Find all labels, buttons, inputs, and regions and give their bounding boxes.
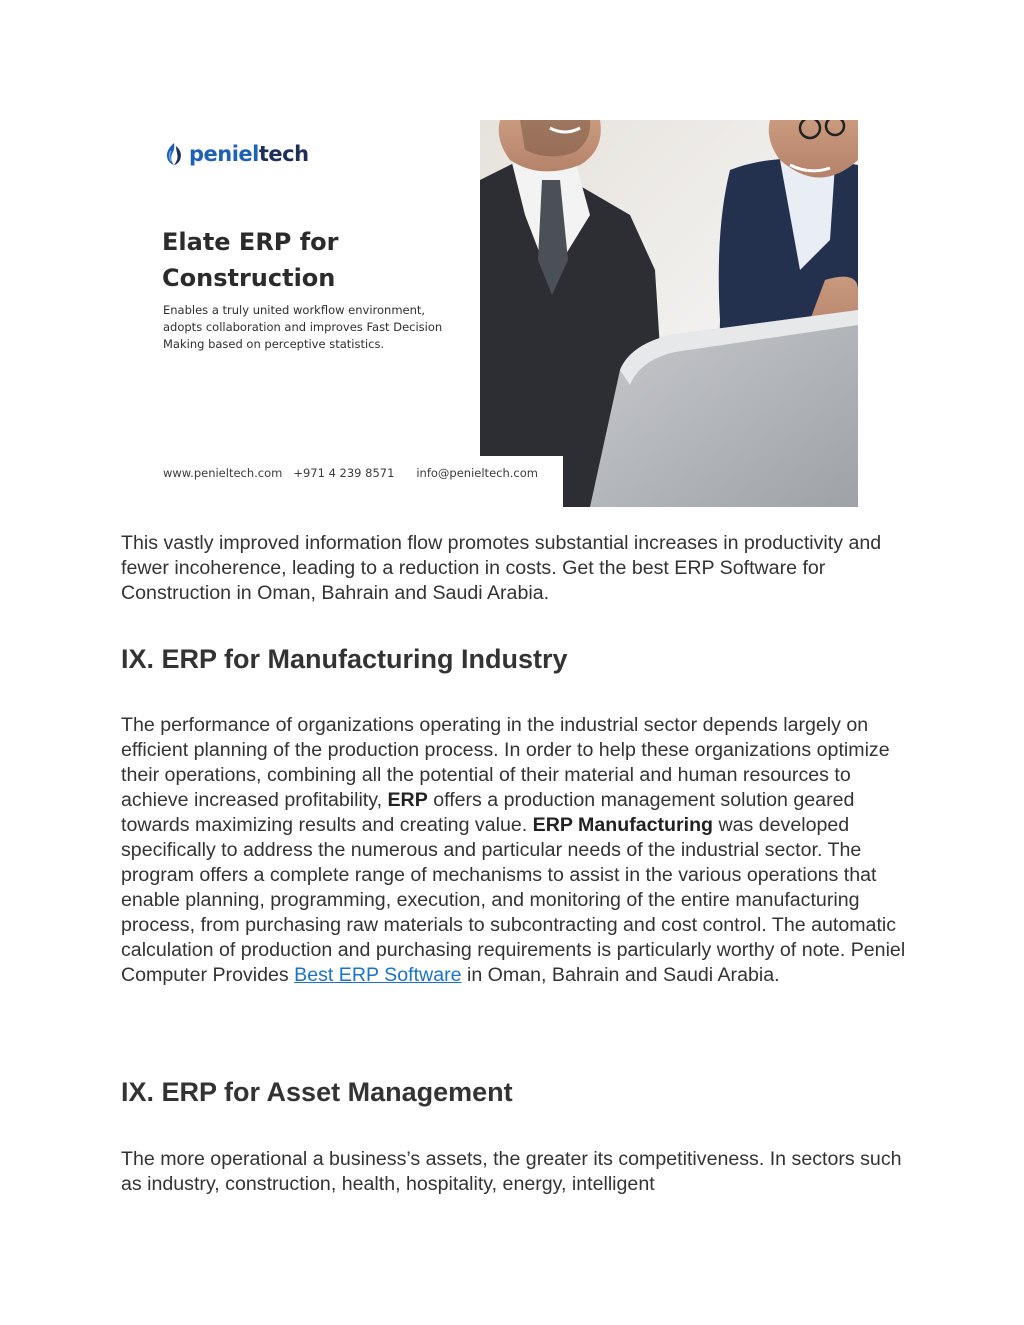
logo-wordmark-part2: tech — [258, 142, 309, 166]
banner-title — [162, 224, 462, 296]
banner-website: www.penieltech.com — [163, 466, 283, 480]
flame-swoosh-icon — [163, 142, 185, 166]
manufacturing-text-2: offers a production management solution geared towards maximizing results and creating value. — [121, 789, 855, 836]
heading-manufacturing: IX. ERP for Manufacturing Industry — [121, 644, 568, 674]
banner-contact-line — [163, 466, 538, 480]
best-erp-software-link[interactable]: Best ERP Software — [294, 964, 462, 986]
bold-erp-manufacturing: ERP Manufacturing — [532, 814, 714, 836]
banner-title-line2: Construction — [162, 264, 336, 292]
banner-description: Enables a truly united workflow environment, adopts collaboration and improves Fast Decision Making based on perceptive statistics. — [163, 303, 443, 351]
manufacturing-text-1: The performance of organizations operating in the industrial sector depends largely on efficient planning of the production process. In order to help these organizations optimize their operations, combining all the potential of their material and human resources to achieve increased profitability, — [121, 714, 890, 811]
banner-email: info@penieltech.com — [416, 466, 538, 480]
contact-strip — [121, 456, 563, 507]
penieltech-logo — [163, 142, 309, 166]
manufacturing-paragraph — [121, 713, 911, 988]
bold-erp: ERP — [387, 789, 428, 811]
banner-phone: +971 4 239 8571 — [293, 466, 395, 480]
asset-paragraph: The more operational a business’s assets, the greater its competitiveness. In sectors such as industry, construction, health, hospitality, energy, intelligent — [121, 1148, 902, 1195]
banner-title-line1: Elate ERP for — [162, 228, 339, 256]
business-meeting-photo — [480, 120, 858, 507]
promo-banner — [121, 120, 858, 507]
manufacturing-text-3: was developed specifically to address the numerous and particular needs of the industrial sector. The program offers a complete range of mechanisms to assist in the various operations that enable planning, programming, execution, and monitoring of the entire manufacturing process, from purchasing raw materials to subcontracting and cost control. The automatic calculation of production and purchasing requirements is particularly worthy of note. Peniel Computer Provides — [121, 814, 906, 986]
intro-paragraph: This vastly improved information flow promotes substantial increases in productivity and fewer incoherence, leading to a reduction in costs. Get the best ERP Software for Construction in Oman, Bahrain and Saudi Arabia. — [121, 532, 882, 604]
logo-wordmark-part1: peniel — [189, 142, 259, 166]
heading-asset-management: IX. ERP for Asset Management — [121, 1077, 513, 1107]
manufacturing-text-4: in Oman, Bahrain and Saudi Arabia. — [461, 964, 780, 986]
logo-wordmark — [189, 142, 309, 166]
